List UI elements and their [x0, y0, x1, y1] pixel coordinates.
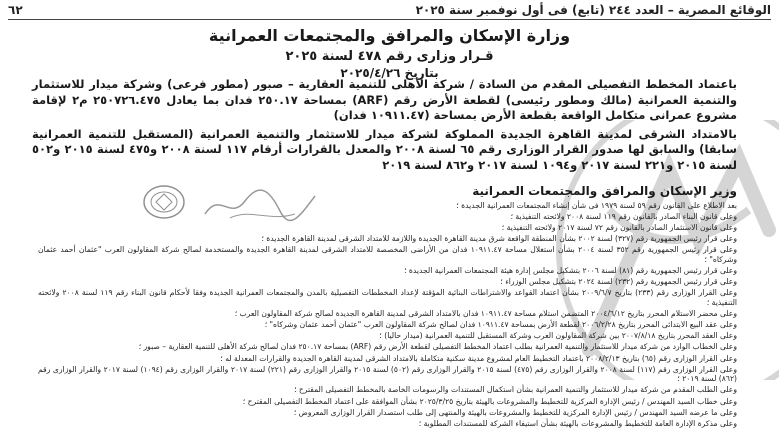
body-paragraph: وعلى مذكرة الإدارة العامة للتخطيط والمشروعات بالهيئة بشأن استيفاء الشركة للمستندات المطلوبة ؛ [418, 418, 737, 428]
body-paragraph: وعلى قرار رئيس الجمهورية رقم ٣٥٢ لسنة ٢٠٠٤ بشأن استغلال مساحة ١٠٩١١.٤٧ فدان من الأراضى المخصصة للامتداد الشرقى لمدينة القاهرة الجديدة والمستخدمة لصالح شركة المقاولون العرب "عثمان أحمد عثمان وشركاه" ؛ [38, 245, 738, 265]
body-paragraph: وعلى قانون الاستثمار الصادر بالقانون رقم ٧٢ لسنة ٢٠١٧ ولائحته التنفيذية ؛ [501, 223, 737, 233]
body-paragraph: وعلى القرار الوزارى رقم (١١٧) لسنة ٢٠٠٨ والقرار الوزارى رقم (٤٧٥) لسنة ٢٠١٥ والقرار الوزارى رقم (٥٠٢) لسنة ٢٠١٥ والقرار الوزارى رقم (٢٢١) لسنة ٢٠١٧ والقرار الوزارى رقم (١٠٩٤) لسنة ٢٠١٧ والقرار الوزارى رقم (٨٦٢) لسنة ٢٠١٩ ؛ [38, 364, 737, 384]
body-paragraph: بعد الاطلاع على القانون رقم ٥٩ لسنة ١٩٧٩ فى شأن إنشاء المجتمعات العمرانية الجديدة ؛ [456, 201, 737, 210]
ministry-title: وزارة الإسكان والمرافق والمجتمعات العمرانية [208, 26, 571, 45]
decree-date: بتاريخ ٢٠٢٥/٤/٢٦ [340, 66, 439, 80]
body-paragraph: وعلى العقد المحرر بتاريخ ٢٠٠٧/٨/١٨ بين شركة المقاولون العرب وشركة المستقبل للتنمية العمرانية (ميدار حاليا) ؛ [379, 331, 737, 341]
body-paragraph: وعلى الخطاب الوارد من شركة ميدار للاستثمار والتنمية العمرانية بطلب اعتماد المخطط التفصيلى لقطعة الأرض رقم (ARF) بمساحة ٢٥٠.١٧ فدان لصالح شركة الأهلى للتنمية العقارية – صبور ؛ [138, 342, 737, 352]
body-paragraph: وعلى قرار رئيس الجمهورية رقم (٨١) لسنة ٢٠٠٦ بتشكيل مجلس إدارة هيئة المجتمعات العمرانية الجديدة ؛ [404, 266, 737, 276]
header-divider [8, 19, 771, 20]
title-block [60, 26, 719, 81]
page-number: ٦٢ [8, 3, 23, 17]
body-paragraph: وعلى القرار الوزارى رقم (٢٣٣) بتاريخ ٢٠٠٩/٦/٧ بشأن اعتماد القواعد والاشتراطات البنائية المؤقتة لإعداد المخططات التفصيلية بالمدن والمجتمعات العمرانية الجديدة وفقا لأحكام قانون البناء رقم ١١٩ لسنة ٢٠٠٨ ولائحته التنفيذية ؛ [38, 288, 737, 308]
body-paragraph: وعلى الطلب المقدم من شركة ميدار للاستثمار والتنمية العمرانية بشأن استكمال المستندات والرسومات الخاصة بالمخطط التفصيلى المقترح ؛ [294, 385, 737, 395]
body-paragraph: وعلى ما عرضه السيد المهندس / رئيس الإدارة المركزية للتخطيط والمشروعات بالهيئة والمنتهى إلى طلب استصدار القرار الوزارى المعروض ؛ [293, 407, 737, 417]
body-paragraph: وعلى قرار رئيس الجمهورية رقم (٣٢٧) لسنة ٢٠٠٢ بشأن المنطقة الواقعة شرق مدينة القاهرة الجديدة واللازمة للامتداد الشرقى لمدينة القاهرة الجديدة ؛ [261, 234, 737, 244]
decree-body [38, 201, 737, 430]
decree-number: قـرار وزارى رقم ٤٧٨ لسنة ٢٠٢٥ [285, 49, 494, 64]
decree-subject [32, 77, 737, 176]
body-paragraph: وعلى قرار رئيس الجمهورية رقم (٢٣٢) لسنة ٢٠٢٤ بتشكيل مجلس الوزراء ؛ [500, 277, 737, 287]
subject-paragraph: باعتماد المخطط التفصيلى المقدم من السادة / شركة الأهلى للتنمية العقارية – صبور (مطور فرعى) وشركة ميدار للاستثمار والتنمية العمرانية (مالك ومطور رئيسى) لقطعة الأرض رقم (ARF) بمساحة ٢٥٠.١٧ فدان بما يعادل ٢٥٠٧٢٦.٤٧٥ م٢ لإقامة مشروع عمرانى متكامل الواقعة بقطعة الأرض بمساحة (١٠٩١١.٤٧ فدان) [32, 77, 738, 122]
page-header [8, 2, 771, 18]
minister-heading: وزير الإسكان والمرافق والمجتمعات العمرانية [472, 184, 737, 198]
body-paragraph: وعلى عقد البيع الابتدائى المحرر بتاريخ ٢٠٠٦/٢/٢٨ لقطعة الأرض بمساحة ١٠٩١١.٤٧ فدان لصالح شركة المقاولون العرب "عثمان أحمد عثمان وشركاه" ؛ [264, 320, 737, 330]
gazette-title: الوقائع المصرية – العدد ٢٤٤ (تابع) فى أول نوفمبر سنة ٢٠٢٥ [415, 3, 771, 17]
body-paragraph: وعلى محضر الاستلام المحرر بتاريخ ٢٠٠٤/٦/١٢ المتضمن استلام مساحة ١٠٩١١.٤٧ فدان بالامتداد الشرقى لمدينة القاهرة الجديدة لصالح شركة المقاولون العرب ؛ [234, 309, 737, 319]
body-paragraph: وعلى خطاب السيد المهندس / رئيس الإدارة المركزية للتخطيط والمشروعات بالهيئة بتاريخ ٢٠٢٥/٣/٢٥ بشأن الموافقة على اعتماد المخطط التفصيلى المقترح ؛ [242, 396, 737, 406]
body-paragraph: وعلى القرار الوزارى رقم (٦٥) بتاريخ ٢٠٠٨/٢/١٣ باعتماد التخطيط العام لمشروع مدينة سكنية متكاملة بالامتداد الشرقى لمدينة القاهرة الجديدة والقرارات المعدلة له ؛ [220, 353, 737, 363]
subject-paragraph: بالامتداد الشرقى لمدينة القاهرة الجديدة المملوكة لشركة ميدار للاستثمار والتنمية العمرانية (المستقبل للتنمية العمرانية سابقا) والسابق لها صدور القرار الوزارى رقم ٦٥ لسنة ٢٠٠٨ والمعدل بالقرارات أرقام ١١٧ لسنة ٢٠٠٨ و٤٧٥ لسنة ٢٠١٥ و٥٠٢ لسنة ٢٠١٥ و٢٢١ لسنة ٢٠١٧ و١٠٩٤ لسنة ٢٠١٧ و٨٦٢ لسنة ٢٠١٩ [32, 126, 737, 172]
body-paragraph: وعلى قانون البناء الصادر بالقانون رقم ١١٩ لسنة ٢٠٠٨ ولائحته التنفيذية ؛ [510, 212, 737, 222]
